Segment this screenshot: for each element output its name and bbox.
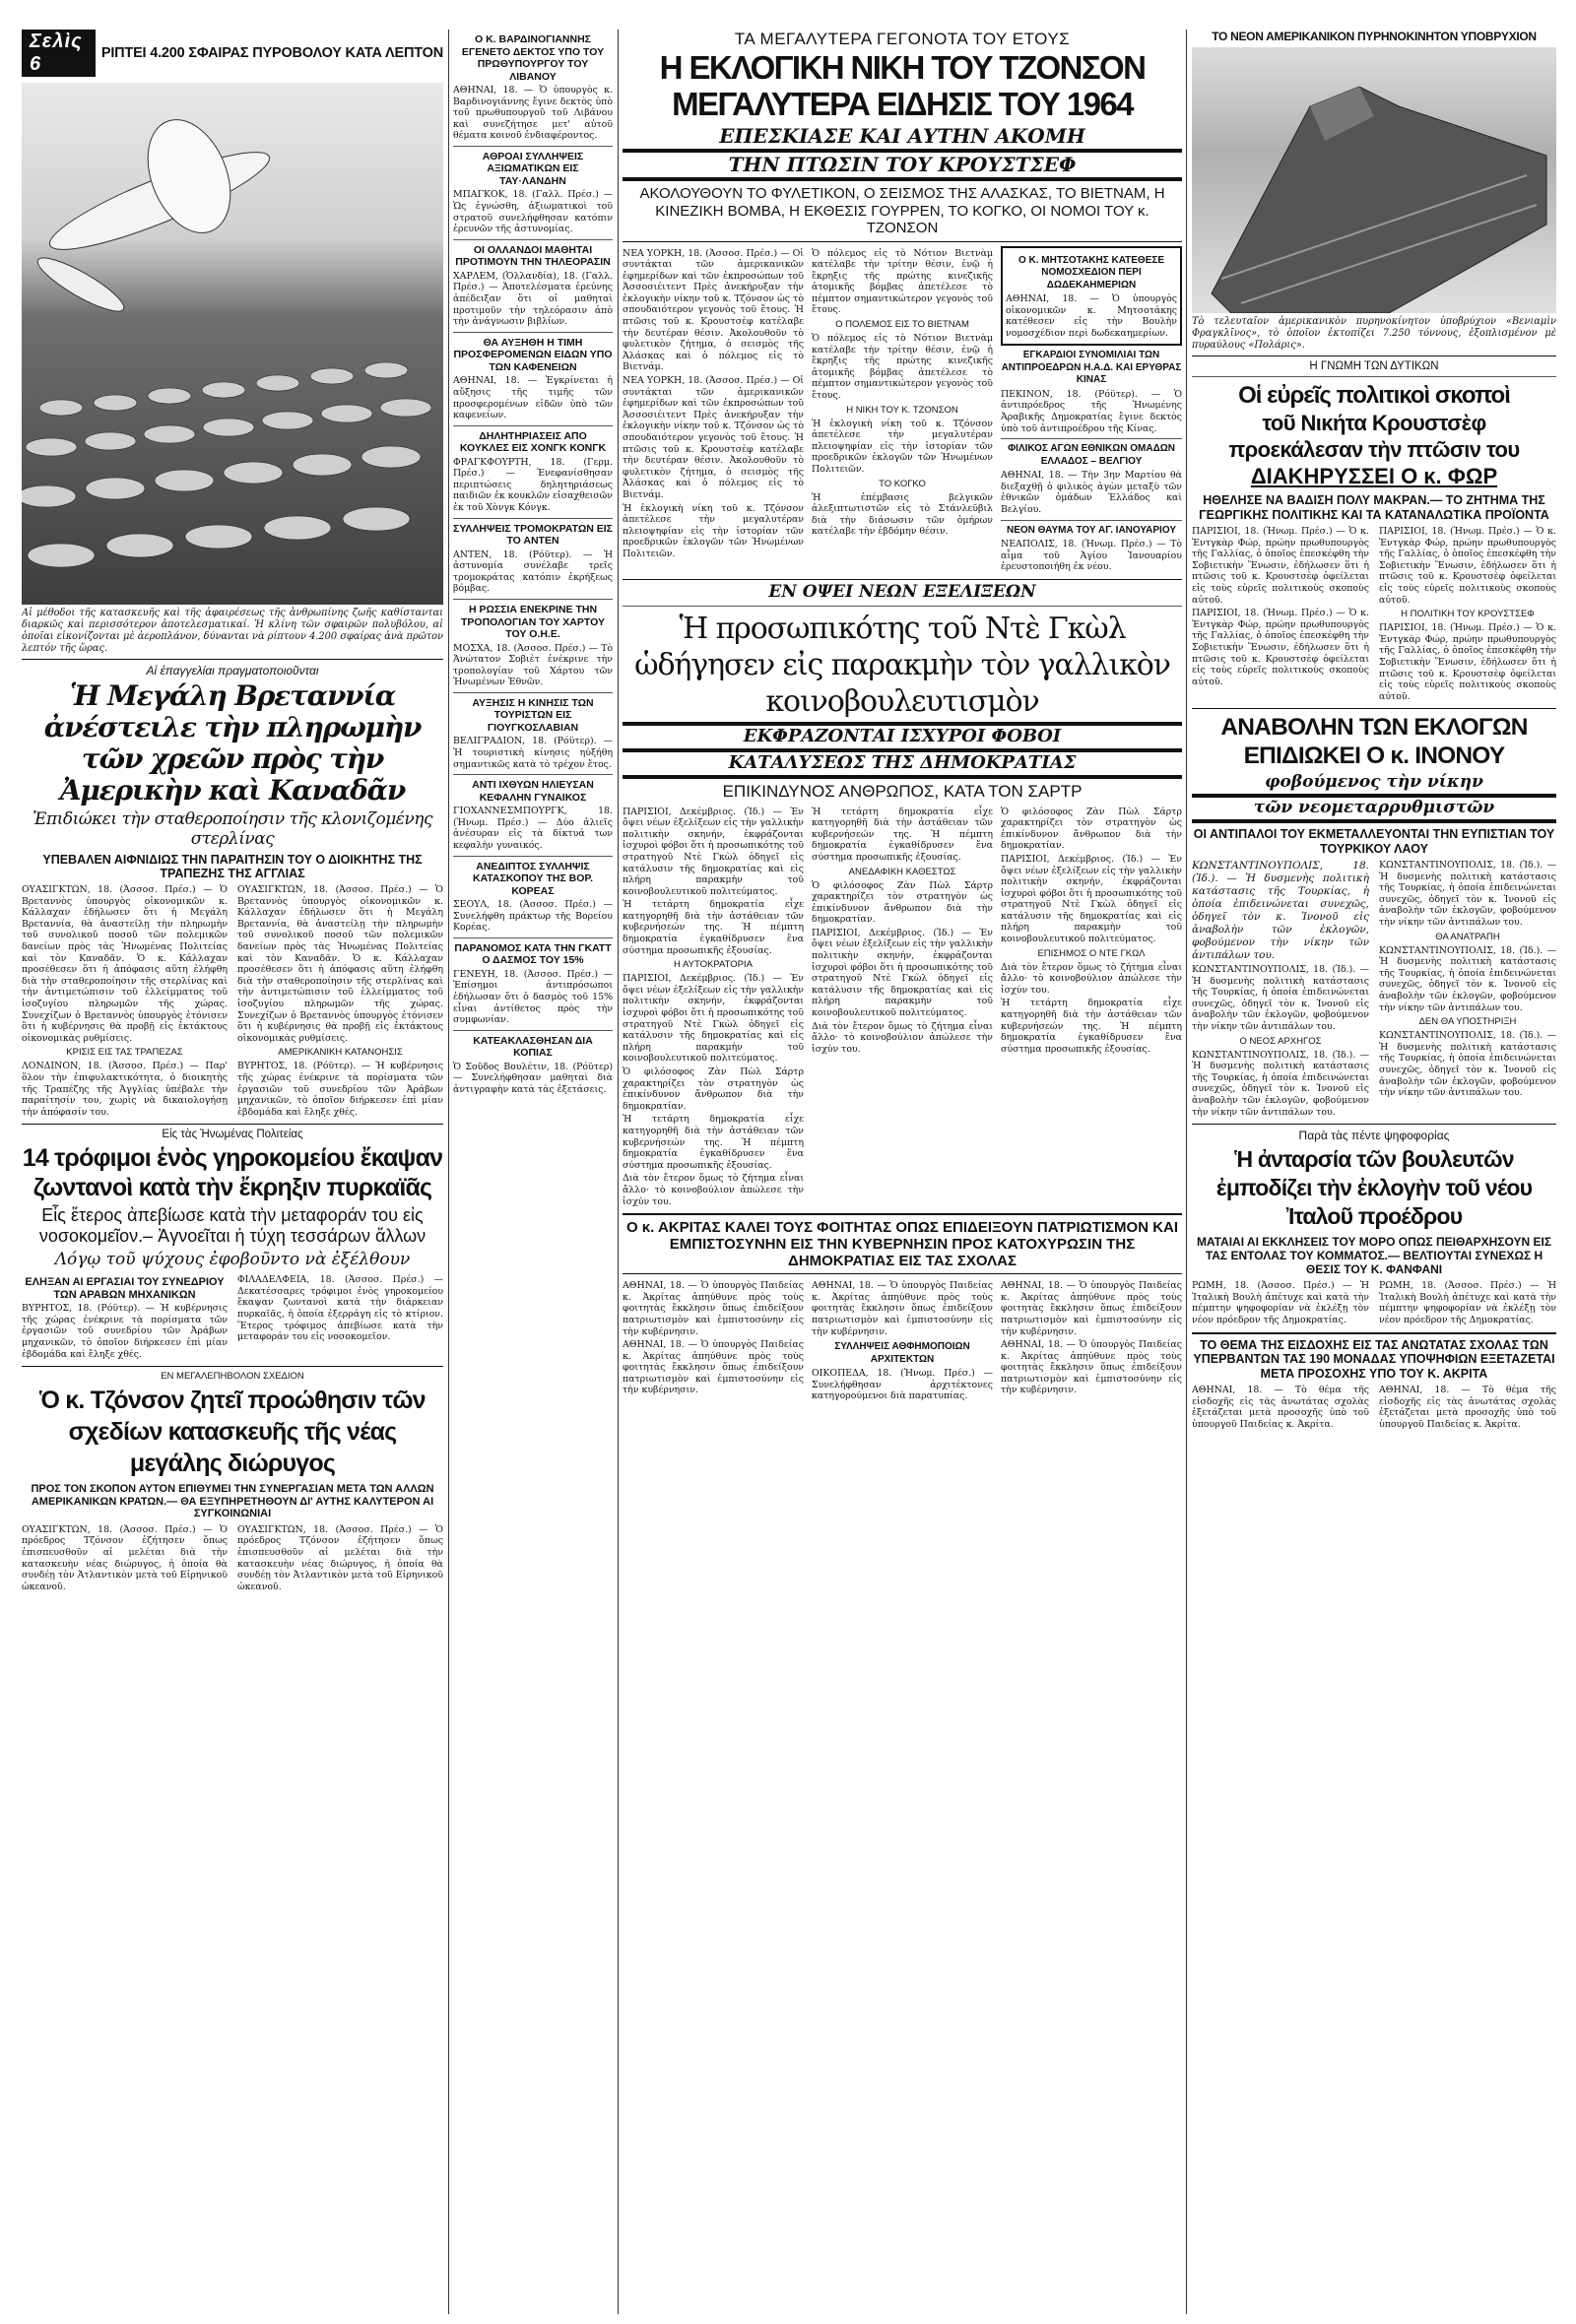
article-kicker: ΕΝ ΟΨΕΙ ΝΕΩΝ ΕΞΕΛΙΞΕΩΝ [768, 581, 1036, 602]
photo-caption: Αἱ μέθοδοι τῆς κατασκευῆς καὶ τῆς ἀφαιρέσεως τῆς ἀνθρωπίνης ζωῆς καθίστανται διαρκῶς καὶ περισσότερον ἀποτελεσματικαί. Ἡ κλίνη τῶν σφαιρῶν πολυβόλου, αἱ ὁποῖαι εἰκονίζονται μὲ ἀεροπλάνον, δύνανται νὰ ρίπτουν 4.200 σφαίρας ἀνὰ πρῶτον λεπτόν τῆς ὥρας. [22, 608, 443, 654]
article-headline: ΤΟ ΘΕΜΑ ΤΗΣ ΕΙΣΔΟΧΗΣ ΕΙΣ ΤΑΣ ΑΝΩΤΑΤΑΣ ΣΧΟΛΑΣ ΤΩΝ ΥΠΕΡΒΑΝΤΩΝ ΤΑΣ 190 ΜΟΝΑΔΑΣ ΥΠΟΨΗΦΙΩΝ ΕΞΕΤΑΖΕΤΑΙ ΜΕΤΑ ΠΡΟΣΟΧΗΣ ΥΠΟ ΤΟΥ Κ. ΑΚΡΙΤΑ [1193, 1337, 1555, 1381]
article-headline: Ὁ κ. Τζόνσον ζητεῖ προώθησιν τῶν σχεδίων κατασκευῆς τῆς νέας μεγάλης διώρυγος [39, 1387, 426, 1478]
article-body: ΑΘΗΝΑΙ, 18. — Τὸ θέμα τῆς εἰσδοχῆς εἰς τὰς ἀνωτάτας σχολὰς ἐξετάζεται μετὰ προσοχῆς ὑπὸ τοῦ ὑπουργοῦ Παιδείας κ. Ἀκρίτα. [1192, 1385, 1369, 1430]
column-divider [1186, 30, 1187, 2314]
article-headline: Η ΡΩΣΣΙΑ ΕΝΕΚΡΙΝΕ ΤΗΝ ΤΡΟΠΟΛΟΓΙΑΝ ΤΟΥ ΧΑΡΤΟΥ ΤΟΥ Ο.Η.Ε. [461, 604, 605, 641]
article-headline: ΦΙΛΙΚΟΣ ΑΓΩΝ ΕΘΝΙΚΩΝ ΟΜΑΔΩΝ ΕΛΛΑΔΟΣ – ΒΕΛΓΙΟΥ [1007, 443, 1176, 467]
article-body: ΝΕΑ ΥΟΡΚΗ, 18. (Ἀσσοσ. Πρέσ.) — Οἱ συντάκται τῶν ἀμερικανικῶν ἐφημερίδων καὶ τῶν ἐκπροσώπων τοῦ Ἀσσοσιέιτεντ Πρὲς ἀνεκήρυξαν τὴν ἐκλογικὴν νίκην τοῦ κ. Τζόνσον ὡς τὸ σπουδαιότερον γεγονὸς τοῦ ἔτους. Ἡ πτῶσις τοῦ κ. Κρουστσὲφ κατέλαβε τὴν δευτέραν θέσιν. Ἀκολουθοῦν τὸ φυλετικὸν ζήτημα, ὁ σεισμὸς τῆς Ἀλάσκας καὶ ὁ πόλεμος εἰς τὸ Βιετνάμ. [623, 375, 804, 500]
article-body: ΝΕΑ ΥΟΡΚΗ, 18. (Ἀσσοσ. Πρέσ.) — Οἱ συντάκται τῶν ἀμερικανικῶν ἐφημερίδων καὶ τῶν ἐκπροσώπων τοῦ Ἀσσοσιέιτεντ Πρὲς ἀνεκήρυξαν τὴν ἐκλογικὴν νίκην τοῦ κ. Τζόνσον ὡς τὸ σπουδαιότερον γεγονὸς τοῦ ἔτους. Ἡ πτῶσις τοῦ κ. Κρουστσὲφ κατέλαβε τὴν δευτέραν θέσιν. Ἀκολουθοῦν τὸ φυλετικὸν ζήτημα, ὁ σεισμὸς τῆς Ἀλάσκας καὶ ὁ πόλεμος εἰς τὸ Βιετνάμ. [623, 247, 804, 373]
article-body: ΚΩΝΣΤΑΝΤΙΝΟΥΠΟΛΙΣ, 18. (Ἰδ.). — Ἡ δυσμενὴς πολιτικὴ κατάστασις τῆς Τουρκίας, ἡ ὁποία ἐπιδεινώνεται συνεχῶς, ὁδηγεῖ τὸν κ. Ἰνονοῦ εἰς ἀναβολὴν τῶν ἐκλογῶν, φοβούμενον τὴν νίκην τῶν ἀντιπάλων του. [1192, 1049, 1369, 1118]
article-body: ΚΩΝΣΤΑΝΤΙΝΟΥΠΟΛΙΣ, 18. (Ἰδ.). — Ἡ δυσμενὴς πολιτικὴ κατάστασις τῆς Τουρκίας, ἡ ὁποία ἐπιδεινώνεται συνεχῶς, ὁδηγεῖ τὸν κ. Ἰνονοῦ εἰς ἀναβολὴν τῶν ἐκλογῶν, φοβούμενον τὴν νίκην τῶν ἀντιπάλων του. [1379, 1030, 1556, 1099]
page-number-label: Σελὶς 6 [22, 30, 96, 77]
article-kicker: Εἰς τὰς Ἡνωμένας Πολιτείας [162, 1129, 303, 1141]
article-body: ΜΠΑΓΚΟΚ, 18. (Γαλλ. Πρέσ.) — Ὡς ἐγνώσθη, ἀξιωματικοὶ τοῦ στρατοῦ συνελήφθησαν κατόπιν ἐρευνῶν τῆς ἀστυνομίας. [453, 189, 613, 235]
article-headline: ΟΙ ΟΛΛΑΝΔΟΙ ΜΑΘΗΤΑΙ ΠΡΟΤΙΜΟΥΝ ΤΗΝ ΤΗΛΕΟΡΑΣΙΝ [455, 243, 611, 269]
article-deck: ΥΠΕΒΑΛΕΝ ΑΙΦΝΙΔΙΩΣ ΤΗΝ ΠΑΡΑΙΤΗΣΙΝ ΤΟΥ Ο ΔΙΟΙΚΗΤΗΣ ΤΗΣ ΤΡΑΠΕΖΗΣ ΤΗΣ ΑΓΓΛΙΑΣ [42, 853, 423, 880]
main-subheadline: ΤΗΝ ΠΤΩΣΙΝ ΤΟΥ ΚΡΟΥΣΤΣΕΦ [728, 153, 1077, 176]
article-body: ΛΟΝΔΙΝΟΝ, 18. (Ἀσσοσ. Πρέσ.) — Παρ' ὅλον τὴν ἐπιφυλακτικότητα, ὁ διοικητὴς τῆς Τραπέζης τῆς Ἀγγλίας ὑπέβαλε τὴν παραίτησίν του, χωρὶς νὰ δικαιολογήσῃ τὴν ἀπόφασίν του. [22, 1061, 228, 1118]
article-body: ΒΥΡΗΤΟΣ, 18. (Ρόϋτερ). — Ἡ κυβέρνησις τῆς χώρας ἐνέκρινε τὰ πορίσματα τῶν ἐργασιῶν τοῦ συνεδρίου τῶν Ἀράβων μηχανικῶν, τὸ ὁποῖον διήρκεσεν ἐπὶ μίαν ἑβδομάδα καὶ ἔληξε χθές. [22, 1303, 228, 1360]
column-divider [618, 30, 619, 2314]
article-kicker: Η ΓΝΩΜΗ ΤΩΝ ΔΥΤΙΚΩΝ [1309, 360, 1439, 372]
article-body: ΠΑΡΙΣΙΟΙ, 18. (Ἡνωμ. Πρέσ.) — Ὁ κ. Ἐντγκὰρ Φώρ, πρώην πρωθυπουργὸς τῆς Γαλλίας, ὁ ὁποῖος ἐπεσκέφθη τὴν Σοβιετικὴν Ἕνωσιν, ἐδήλωσεν ὅτι ἡ πτῶσις τοῦ κ. Κρουστσὲφ ὀφείλεται εἰς τοὺς εὐρεῖς πολιτικοὺς σκοποὺς αὐτοῦ. [1192, 526, 1369, 606]
article-body: ΓΕΝΕΥΗ, 18. (Ἀσσοσ. Πρέσ.) — Ἐπίσημοι ἀντιπρόσωποι ἐδήλωσαν ὅτι ὁ δασμὸς τοῦ 15% εἶναι ἀντίθετος πρὸς τὴν συμφωνίαν. [453, 968, 613, 1026]
article-body: ΠΕΚΙΝΟΝ, 18. (Ρόϋτερ). — Ὁ ἀντιπρόεδρος τῆς Ἡνωμένης Ἀραβικῆς Δημοκρατίας ἔγινε δεκτὸς ὑπὸ τοῦ ἀντιπροέδρου τῆς Κίνας. [1001, 388, 1182, 434]
article-body: ΠΑΡΙΣΙΟΙ, Δεκέμβριος. (Ἰδ.) — Ἐν ὄψει νέων ἐξελίξεων εἰς τὴν γαλλικὴν πολιτικὴν σκηνήν, ἐκφράζονται ἰσχυροὶ φόβοι ὅτι ἡ προσωπικότης τοῦ στρατηγοῦ Ντὲ Γκὼλ ὁδηγεῖ εἰς κατάλυσιν τῆς δημοκρατίας καὶ εἰς πλήρη παρακμὴν τοῦ κοινοβουλευτικοῦ πολιτεύματος. [1001, 853, 1182, 945]
article-headline: ΔΙΑΚΗΡΥΣΣΕΙ Ο κ. ΦΩΡ [1250, 464, 1498, 488]
section-label: ΕΠΙΣΗΜΟΣ Ο ΝΤΕ ΓΚΩΛ [1037, 947, 1146, 959]
article-body: Ὁ φιλόσοφος Ζὰν Πὼλ Σάρτρ χαρακτηρίζει τὸν στρατηγὸν ὡς ἐπικίνδυνον ἄνθρωπον διὰ τὴν δημοκρατίαν. [1001, 806, 1182, 852]
section-label: Η ΝΙΚΗ ΤΟΥ Κ. ΤΖΟΝΣΟΝ [846, 404, 958, 416]
article-body: ΑΘΗΝΑΙ, 18. — Ὁ ὑπουργὸς οἰκονομικῶν κ. Μητσοτάκης κατέθεσεν εἰς τὴν Βουλὴν νομοσχέδιον περὶ δωδεκαημερίων. [1006, 293, 1177, 339]
article-kicker: Παρὰ τὰς πέντε ψηφοφορίας [1298, 1129, 1450, 1143]
article-body: ΑΘΗΝΑΙ, 18. — Ἐγκρίνεται ἡ αὔξησις τῆς τιμῆς τῶν προσφερομένων εἰδῶν ὑπὸ τῶν καφενείων. [453, 375, 613, 421]
article-headline: προεκάλεσαν τὴν πτῶσιν του [1228, 437, 1520, 462]
article-body: Ὁ Σοῦδος Βουλέτιν, 18. (Ρόϋτερ) — Συνελήφθησαν μαθηταὶ διὰ ἀντιγραφὴν κατὰ τὰς ἐξετάσεις. [453, 1061, 613, 1095]
article-body: ΧΑΡΛΕΜ, (Ὁλλανδία), 18. (Γαλλ. Πρέσ.) — Ἀποτελέσματα ἐρεύνης ἀπέδειξαν ὅτι οἱ μαθηταὶ προτιμοῦν τὴν τηλεόρασιν ἀπὸ τὴν ἀνάγνωσιν βιβλίων. [453, 270, 613, 328]
article-headline: ΑΝΑΒΟΛΗΝ ΤΩΝ ΕΚΛΟΓΩΝ [1220, 714, 1528, 742]
article-body: Ὁ πόλεμος εἰς τὸ Νότιον Βιετνὰμ κατέλαβε τὴν τρίτην θέσιν, ἐνῷ ἡ ἔκρηξις τῆς πρώτης κινεζικῆς ἀτομικῆς βόμβας ἀπετέλεσε τὸ πέμπτον σημαντικώτερον γεγονὸς τοῦ ἔτους. [812, 247, 993, 316]
article-body: ΠΑΡΙΣΙΟΙ, 18. (Ἡνωμ. Πρέσ.) — Ὁ κ. Ἐντγκὰρ Φώρ, πρώην πρωθυπουργὸς τῆς Γαλλίας, ὁ ὁποῖος ἐπεσκέφθη τὴν Σοβιετικὴν Ἕνωσιν, ἐδήλωσεν ὅτι ἡ πτῶσις τοῦ κ. Κρουστσὲφ ὀφείλεται εἰς τοὺς εὐρεῖς πολιτικοὺς σκοποὺς αὐτοῦ. [1379, 622, 1556, 702]
section-label: ΔΕΝ ΘΑ ΥΠΟΣΤΗΡΙΞΗ [1418, 1016, 1517, 1028]
article-body: ΟΥΑΣΙΓΚΤΩΝ, 18. (Ἀσσοσ. Πρέσ.) — Ὁ πρόεδρος Τζόνσον ἐζήτησεν ὅπως ἐπισπευσθοῦν αἱ μελέται διὰ τὴν κατασκευὴν νέας διώρυγος, ἡ ὁποία θὰ συνδέῃ τὸν Ἀτλαντικὸν μετὰ τοῦ Εἰρηνικοῦ ὠκεανοῦ. [22, 1523, 228, 1592]
article-body: Ἡ τετάρτη δημοκρατία εἶχε κατηγορηθῆ διὰ τὴν ἀστάθειαν τῶν κυβερνήσεών της. Ἡ πέμπτη δημοκρατία ἐγκαθίδρυσεν ἕνα σύστημα προσωπικῆς ἐξουσίας. [1001, 998, 1182, 1055]
article-body: ΟΥΑΣΙΓΚΤΩΝ, 18. (Ἀσσοσ. Πρέσ.) — Ὁ πρόεδρος Τζόνσον ἐζήτησεν ὅπως ἐπισπευσθοῦν αἱ μελέται διὰ τὴν κατασκευὴν νέας διώρυγος, ἡ ὁποία θὰ συνδέῃ τὸν Ἀτλαντικὸν μετὰ τοῦ Εἰρηνικοῦ ὠκεανοῦ. [237, 1523, 443, 1592]
section-label: Ο ΝΕΟΣ ΑΡΧΗΓΟΣ [1239, 1035, 1322, 1047]
section-label: ΚΡΙΣΙΣ ΕΙΣ ΤΑΣ ΤΡΑΠΕΖΑΣ [66, 1047, 183, 1059]
section-label: ΤΟ ΚΟΓΚΟ [879, 478, 926, 489]
article-body: Ἡ ἐκλογικὴ νίκη τοῦ κ. Τζόνσον ἀπετέλεσε τὴν μεγαλυτέραν πλειοψηφίαν εἰς τὴν ἱστορίαν τῶν προεδρικῶν ἐκλογῶν τῶν Ἡνωμένων Πολιτειῶν. [812, 418, 993, 475]
article-body: ΦΙΛΑΔΕΛΦΕΙΑ, 18. (Ἀσσοσ. Πρέσ.) — Δεκατέσσαρες τρόφιμοι ἐνὸς γηροκομείου ἔκαψαν ζωντανοὶ κατὰ τὴν διάρκειαν πυρκαϊᾶς, ἡ ὁποία ἐξερράγη εἰς τὸ κτίριον. Ἕτερος τρόφιμος ἀπεβίωσε κατὰ τὴν μεταφοράν του εἰς νοσοκομεῖον. [237, 1274, 443, 1343]
main-deck: ΑΚΟΛΟΥΘΟΥΝ ΤΟ ΦΥΛΕΤΙΚΟΝ, Ο ΣΕΙΣΜΟΣ ΤΗΣ ΑΛΑΣΚΑΣ, ΤΟ ΒΙΕΤΝΑΜ, Η ΚΙΝΕΖΙΚΗ ΒΟΜΒΑ, Η ΕΚΘΕΣΙΣ ΓΟΥΡΡΕΝ, ΤΟ ΚΟΓΚΟ, ΟΙ ΝΟΜΟΙ ΤΟΥ κ. ΤΖΟΝΣΟΝ [639, 185, 1165, 236]
article-subheadline: Λόγῳ τοῦ ψύχους ἐφοβοῦντο νὰ ἐξέλθουν [54, 1250, 411, 1270]
article-body: ΣΕΟΥΛ, 18. (Ἀσσοσ. Πρέσ.) — Συνελήφθη πράκτωρ τῆς Βορείου Κορέας. [453, 899, 613, 934]
article-body: ΜΟΣΧΑ, 18. (Ἀσσοσ. Πρέσ.) — Τὸ Ἀνώτατον Σοβιὲτ ἐνέκρινε τὴν τροπολογίαν τοῦ Χάρτου τῶν Ἡνωμένων Ἐθνῶν. [453, 642, 613, 688]
article-headline: Ο κ. ΑΚΡΙΤΑΣ ΚΑΛΕΙ ΤΟΥΣ ΦΟΙΤΗΤΑΣ ΟΠΩΣ ΕΠΙΔΕΙΞΟΥΝ ΠΑΤΡΙΩΤΙΣΜΟΝ ΚΑΙ ΕΜΠΙΣΤΟΣΥΝΗΝ ΕΙΣ ΤΗΝ ΚΥΒΕΡΝΗΣΙΝ ΠΡΟΣ ΚΑΤΟΧΥΡΩΣΙΝ ΤΗΣ ΔΗΜΟΚΡΑΤΙΑΣ ΕΙΣ ΤΑΣ ΣΧΟΛΑΣ [625, 1219, 1179, 1270]
machine-gun-photo [22, 83, 443, 605]
article-body: ΑΘΗΝΑΙ, 18. — Ὁ ὑπουργὸς Παιδείας κ. Ἀκρίτας ἀπηύθυνε πρὸς τοὺς φοιτητὰς ἔκκλησιν ὅπως ἐπιδείξουν πατριωτισμὸν καὶ ἐμπιστοσύνην εἰς τὴν κυβέρνησιν. [623, 1280, 804, 1337]
article-body: ΚΩΝΣΤΑΝΤΙΝΟΥΠΟΛΙΣ, 18. (Ἰδ.). — Ἡ δυσμενὴς πολιτικὴ κατάστασις τῆς Τουρκίας, ἡ ὁποία ἐπιδεινώνεται συνεχῶς, ὁδηγεῖ τὸν κ. Ἰνονοῦ εἰς ἀναβολὴν τῶν ἐκλογῶν, φοβούμενον τὴν νίκην τῶν ἀντιπάλων του. [1192, 964, 1369, 1032]
photo-caption: Τὸ τελευταῖον ἀμερικανικὸν πυρηνοκίνητον ὑποβρύχιον «Βενιαμὶν Φραγκλῖνος», τὸ ὁποῖον ἐκτοπίζει 7.250 τόννους, ἐξοπλισμένον μὲ πυραύλους «Πολάρις». [1192, 316, 1556, 351]
article-deck: ΟΙ ΑΝΤΙΠΑΛΟΙ ΤΟΥ ΕΚΜΕΤΑΛΛΕΥΟΝΤΑΙ ΤΗΝ ΕΥΠΙΣΤΙΑΝ ΤΟΥ ΤΟΥΡΚΙΚΟΥ ΛΑΟΥ [1193, 827, 1555, 856]
article-headline: ΔΗΛΗΤΗΡΙΑΣΕΙΣ ΑΠΟ ΚΟΥΚΛΕΣ ΕΙΣ ΧΟΝΓΚ ΚΟΝΓΚ [459, 429, 607, 455]
main-headline-line1: Η ΕΚΛΟΓΙΚΗ ΝΙΚΗ ΤΟΥ ΤΖΟΝΣΟΝ [659, 49, 1146, 86]
article-headline: Ἡ Μεγάλη Βρεταννία ἀνέστειλε τὴν πληρωμὴν τῶν χρεῶν πρὸς τὴν Ἀμερικὴν καὶ Καναδᾶν [43, 679, 422, 807]
article-body: ΚΩΝΣΤΑΝΤΙΝΟΥΠΟΛΙΣ, 18. (Ἰδ.). — Ἡ δυσμενὴς πολιτικὴ κατάστασις τῆς Τουρκίας, ἡ ὁποία ἐπιδεινώνεται συνεχῶς, ὁδηγεῖ τὸν κ. Ἰνονοῦ εἰς ἀναβολὴν τῶν ἐκλογῶν, φοβούμενον τὴν νίκην τῶν ἀντιπάλων του. [1379, 944, 1556, 1013]
article-headline: Οἱ εὐρεῖς πολιτικοὶ σκοποὶ [1238, 382, 1510, 409]
article-body: ΑΝΤΕΝ, 18. (Ρόϋτερ). — Ἡ ἀστυνομία συνέλαβε τρεῖς τρομοκράτας κατόπιν ἐκρήξεως βόμβας. [453, 549, 613, 595]
main-kicker: ΤΑ ΜΕΓΑΛΥΤΕΡΑ ΓΕΓΟΝΟΤΑ ΤΟΥ ΕΤΟΥΣ [734, 30, 1071, 48]
article-subheadline: φοβούμενος τὴν νίκην [1265, 772, 1483, 793]
article-body: ΚΩΝΣΤΑΝΤΙΝΟΥΠΟΛΙΣ, 18. (Ἰδ.). — Ἡ δυσμενὴς πολιτικὴ κατάστασις τῆς Τουρκίας, ἡ ὁποία ἐπιδεινώνεται συνεχῶς, ὁδηγεῖ τὸν κ. Ἰνονοῦ εἰς ἀναβολὴν τῶν ἐκλογῶν, φοβούμενον τὴν νίκην τῶν ἀντιπάλων του. [1192, 860, 1369, 961]
article-headline: ΣΥΛΛΗΨΕΙΣ ΑΘΦΗΜΟΠΟΙΩΝ ΑΡΧΙΤΕΚΤΩΝ [834, 1341, 970, 1365]
article-deck: ΠΡΟΣ ΤΟΝ ΣΚΟΠΟΝ ΑΥΤΟΝ ΕΠΙΘΥΜΕΙ ΤΗΝ ΣΥΝΕΡΓΑΣΙΑΝ ΜΕΤΑ ΤΩΝ ΑΛΛΩΝ ΑΜΕΡΙΚΑΝΙΚΩΝ ΚΡΑΤΩΝ.— ΘΑ ΕΞΥΠΗΡΕΤΗΘΟΥΝ ΔΙ' ΑΥΤΗΣ ΚΑΛΥΤΕΡΟΝ ΑΙ ΣΥΓΚΟΙΝΩΝΙΑΙ [31, 1483, 434, 1520]
column-2 [453, 30, 613, 1098]
photo-kicker: ΤΟ ΝΕΟΝ ΑΜΕΡΙΚΑΝΙΚΟΝ ΠΥΡΗΝΟΚΙΝΗΤΟΝ ΥΠΟΒΡΥΧΙΟΝ [1212, 30, 1537, 43]
article-body: Ἡ τετάρτη δημοκρατία εἶχε κατηγορηθῆ διὰ τὴν ἀστάθειαν τῶν κυβερνήσεών της. Ἡ πέμπτη δημοκρατία ἐγκαθίδρυσεν ἕνα σύστημα προσωπικῆς ἐξουσίας. [623, 1114, 804, 1171]
article-body: Ὁ φιλόσοφος Ζὰν Πὼλ Σάρτρ χαρακτηρίζει τὸν στρατηγὸν ὡς ἐπικίνδυνον ἄνθρωπον διὰ τὴν δημοκρατίαν. [812, 879, 993, 926]
article-body: ΑΘΗΝΑΙ, 18. — Ὁ ὑπουργὸς Παιδείας κ. Ἀκρίτας ἀπηύθυνε πρὸς τοὺς φοιτητὰς ἔκκλησιν ὅπως ἐπιδείξουν πατριωτισμὸν καὶ ἐμπιστοσύνην εἰς τὴν κυβέρνησιν. [1001, 1339, 1182, 1396]
article-body: ΑΘΗΝΑΙ, 18. — Ὁ ὑπουργὸς κ. Βαρδινογιάννης ἔγινε δεκτὸς ὑπὸ τοῦ πρωθυπουργοῦ τοῦ Λιβάνου καὶ συνεζήτησε μετ' αὐτοῦ θέματα κοινοῦ ἐνδιαφέροντος. [453, 85, 613, 142]
article-body: ΠΑΡΙΣΙΟΙ, Δεκέμβριος. (Ἰδ.) — Ἐν ὄψει νέων ἐξελίξεων εἰς τὴν γαλλικὴν πολιτικὴν σκηνήν, ἐκφράζονται ἰσχυροὶ φόβοι ὅτι ἡ προσωπικότης τοῦ στρατηγοῦ Ντὲ Γκὼλ ὁδηγεῖ εἰς κατάλυσιν τῆς δημοκρατίας καὶ εἰς πλήρη παρακμὴν τοῦ κοινοβουλευτικοῦ πολιτεύματος. [623, 973, 804, 1065]
column-3 [623, 30, 1182, 1404]
article-headline: Ο Κ. ΜΗΤΣΟΤΑΚΗΣ ΚΑΤΕΘΕΣΕ ΝΟΜΟΣΧΕΔΙΟΝ ΠΕΡΙ ΔΩΔΕΚΑΗΜΕΡΙΩΝ [1018, 254, 1165, 290]
article-body: Ὁ φιλόσοφος Ζὰν Πὼλ Σάρτρ χαρακτηρίζει τὸν στρατηγὸν ὡς ἐπικίνδυνον ἄνθρωπον διὰ τὴν δημοκρατίαν. [623, 1066, 804, 1112]
article-deck: ΜΑΤΑΙΑΙ ΑΙ ΕΚΚΛΗΣΕΙΣ ΤΟΥ ΜΟΡΟ ΟΠΩΣ ΠΕΙΘΑΡΧΗΣΟΥΝ ΕΙΣ ΤΑΣ ΕΝΤΟΛΑΣ ΤΟΥ ΚΟΜΜΑΤΟΣ.— ΒΕΛΤΙΟΥΤΑΙ ΣΥΝΕΧΩΣ Η ΘΕΣΙΣ ΤΟΥ Κ. ΦΑΝΦΑΝΙ [1196, 1235, 1552, 1277]
column-1 [22, 30, 443, 1594]
article-deck: ΗΘΕΛΗΣΕ ΝΑ ΒΑΔΙΣΗ ΠΟΛΥ ΜΑΚΡΑΝ.— ΤΟ ΖΗΤΗΜΑ ΤΗΣ ΓΕΩΡΓΙΚΗΣ ΠΟΛΙΤΙΚΗΣ ΚΑΙ ΤΑ ΚΑΤΑΝΑΛΩΤΙΚΑ ΠΡΟΪΟΝΤΑ [1199, 493, 1549, 522]
article-body: ΑΘΗΝΑΙ, 18. — Ὁ ὑπουργὸς Παιδείας κ. Ἀκρίτας ἀπηύθυνε πρὸς τοὺς φοιτητὰς ἔκκλησιν ὅπως ἐπιδείξουν πατριωτισμὸν καὶ ἐμπιστοσύνην εἰς τὴν κυβέρνησιν. [812, 1280, 993, 1337]
article-body: ΠΑΡΙΣΙΟΙ, Δεκέμβριος. (Ἰδ.) — Ἐν ὄψει νέων ἐξελίξεων εἰς τὴν γαλλικὴν πολιτικὴν σκηνήν, ἐκφράζονται ἰσχυροὶ φόβοι ὅτι ἡ προσωπικότης τοῦ στρατηγοῦ Ντὲ Γκὼλ ὁδηγεῖ εἰς κατάλυσιν τῆς δημοκρατίας καὶ εἰς πλήρη παρακμὴν τοῦ κοινοβουλευτικοῦ πολιτεύματος. [812, 927, 993, 1019]
article-headline: ΚΑΤΕΑΚΛΑΣΘΗΣΑΝ ΔΙΑ ΚΟΠΙΑΣ [473, 1034, 593, 1060]
article-headline: ΕΠΙΔΙΩΚΕΙ Ο κ. ΙΝΟΝΟΥ [1243, 742, 1505, 770]
article-body: ΒΥΡΗΤΟΣ, 18. (Ρόϋτερ). — Ἡ κυβέρνησις τῆς χώρας ἐνέκρινε τὰ πορίσματα τῶν ἐργασιῶν τοῦ συνεδρίου τῶν Ἀράβων μηχανικῶν, τὸ ὁποῖον διήρκεσεν ἐπὶ μίαν ἑβδομάδα καὶ ἔληξε χθές. [237, 1061, 443, 1118]
article-deck: ΕΠΙΚΙΝΔΥΝΟΣ ΑΝΘΡΩΠΟΣ, ΚΑΤΑ ΤΟΝ ΣΑΡΤΡ [722, 781, 1083, 801]
article-body: Ἡ ἐκλογικὴ νίκη τοῦ κ. Τζόνσον ἀπετέλεσε τὴν μεγαλυτέραν πλειοψηφίαν εἰς τὴν ἱστορίαν τῶν προεδρικῶν ἐκλογῶν τῶν Ἡνωμένων Πολιτειῶν. [623, 502, 804, 559]
column-4 [1192, 30, 1556, 1432]
article-body: ΒΕΛΙΓΡΑΔΙΟΝ, 18. (Ρόϋτερ). — Ἡ τουριστικὴ κίνησις ηὐξήθη σημαντικῶς κατὰ τὸ τρέχον ἔτος. [453, 736, 613, 770]
article-body: ΑΘΗΝΑΙ, 18. — Τὴν 3ην Μαρτίου θὰ διεξαχθῇ ὁ φιλικὸς ἀγὼν μεταξὺ τῶν ἐθνικῶν ὁμάδων Ἑλλάδος καὶ Βελγίου. [1001, 470, 1182, 516]
photo-kicker: ΡΙΠΤΕΙ 4.200 ΣΦΑΙΡΑΣ ΠΥΡΟΒΟΛΟΥ ΚΑΤΑ ΛΕΠΤΟΝ [100, 45, 443, 61]
article-subheadline: ΚΑΤΑΛΥΣΕΩΣ ΤΗΣ ΔΗΜΟΚΡΑΤΙΑΣ [728, 751, 1077, 773]
article-headline: ΝΕΟΝ ΘΑΥΜΑ ΤΟΥ ΑΓ. ΙΑΝΟΥΑΡΙΟΥ [1006, 524, 1176, 536]
aircraft-icon [22, 83, 443, 605]
article-body: ΠΑΡΙΣΙΟΙ, Δεκέμβριος. (Ἰδ.) — Ἐν ὄψει νέων ἐξελίξεων εἰς τὴν γαλλικὴν πολιτικὴν σκηνήν, ἐκφράζονται ἰσχυροὶ φόβοι ὅτι ἡ προσωπικότης τοῦ στρατηγοῦ Ντὲ Γκὼλ ὁδηγεῖ εἰς κατάλυσιν τῆς δημοκρατίας καὶ εἰς πλήρη παρακμὴν τοῦ κοινοβουλευτικοῦ πολιτεύματος. [623, 806, 804, 897]
article-body: Ἡ τετάρτη δημοκρατία εἶχε κατηγορηθῆ διὰ τὴν ἀστάθειαν τῶν κυβερνήσεών της. Ἡ πέμπτη δημοκρατία ἐγκαθίδρυσεν ἕνα σύστημα προσωπικῆς ἐξουσίας. [623, 899, 804, 956]
section-label: ΑΜΕΡΙΚΑΝΙΚΗ ΚΑΤΑΝΟΗΣΙΣ [278, 1047, 403, 1059]
article-subheadline: ΕΚΦΡΑΖΟΝΤΑΙ ΙΣΧΥΡΟΙ ΦΟΒΟΙ [743, 725, 1062, 746]
column-divider [448, 30, 449, 2314]
main-headline-line2: ΜΕΓΑΛΥΤΕΡΑ ΕΙΔΗΣΙΣ ΤΟΥ 1964 [672, 86, 1133, 122]
article-headline: ΑΝΤΙ ΙΧΘΥΩΝ ΗΛΙΕΥΣΑΝ ΚΕΦΑΛΗΝ ΓΥΝΑΙΚΟΣ [472, 779, 594, 804]
article-headline: τοῦ Νικήτα Κρουστσὲφ [1262, 411, 1486, 435]
main-subheadline: ΕΠΕΣΚΙΑΣΕ ΚΑΙ ΑΥΤΗΝ ΑΚΟΜΗ [719, 124, 1085, 148]
section-label: Η ΑΥΤΟΚΡΑΤΟΡΙΑ [674, 959, 753, 971]
article-body: ΟΙΚΟΠΕΔΑ, 18. (Ἡνωμ. Πρέσ.) — Συνελήφθησαν ἀρχιτέκτονες κατηγορούμενοι διὰ παρατυπίας. [812, 1368, 993, 1402]
article-body: ΑΘΗΝΑΙ, 18. — Ὁ ὑπουργὸς Παιδείας κ. Ἀκρίτας ἀπηύθυνε πρὸς τοὺς φοιτητὰς ἔκκλησιν ὅπως ἐπιδείξουν πατριωτισμὸν καὶ ἐμπιστοσύνην εἰς τὴν κυβέρνησιν. [623, 1339, 804, 1396]
article-body: ΦΡΑΓΚΦΟΥΡΤΗ, 18. (Γερμ. Πρέσ.) — Ἐνεφανίσθησαν περιπτώσεις δηλητηριάσεως παιδιῶν ἐκ κουκλῶν εἰσαχθεισῶν ἐκ τοῦ Χὸνγκ Κόνγκ. [453, 456, 613, 514]
article-kicker: Αἱ ἐπαγγελίαι πραγματοποιοῦνται [146, 664, 319, 678]
article-body: Ἡ τετάρτη δημοκρατία εἶχε κατηγορηθῆ διὰ τὴν ἀστάθειαν τῶν κυβερνήσεών της. Ἡ πέμπτη δημοκρατία ἐγκαθίδρυσεν ἕνα σύστημα προσωπικῆς ἐξουσίας. [812, 806, 993, 863]
article-body: ΝΕΑΠΟΛΙΣ, 18. (Ἡνωμ. Πρέσ.) — Τὸ αἷμα τοῦ Ἁγίου Ἰανουαρίου ἐρευστοποιήθη ἐκ νέου. [1001, 539, 1182, 573]
article-subheadline: Ἐπιδιώκει τὴν σταθεροποίησιν τῆς κλονιζομένης στερλίνας [33, 809, 432, 849]
article-headline: ΠΑΡΑΝΟΜΟΣ ΚΑΤΑ ΤΗΝ ΓΚΑΤΤ Ο ΔΑΣΜΟΣ ΤΟΥ 15% [454, 941, 612, 967]
section-label: ΑΝΕΔΑΦΙΚΗ ΚΑΘΕΣΤΩΣ [848, 866, 956, 877]
article-body: Ἡ ἐπέμβασις βελγικῶν ἀλεξιπτωτιστῶν εἰς τὸ Στάνλεϋβιλ διὰ τὴν διάσωσιν τῶν ὁμήρων κατέλαβε τὴν ἑβδόμην θέσιν. [812, 491, 993, 538]
article-headline: Ἡ ἀνταρσία τῶν βουλευτῶν ἐμποδίζει τὴν ἐκλογὴν τοῦ νέου Ἰταλοῦ προέδρου [1215, 1146, 1533, 1230]
article-headline: ΑΘΡΟΑΙ ΣΥΛΛΗΨΕΙΣ ΑΞΙΩΜΑΤΙΚΩΝ ΕΙΣ ΤΑΥ·ΛΑΝΔΗΝ [482, 150, 584, 187]
article-body: ΚΩΝΣΤΑΝΤΙΝΟΥΠΟΛΙΣ, 18. (Ἰδ.). — Ἡ δυσμενὴς πολιτικὴ κατάστασις τῆς Τουρκίας, ἡ ὁποία ἐπιδεινώνεται συνεχῶς, ὁδηγεῖ τὸν κ. Ἰνονοῦ εἰς ἀναβολὴν τῶν ἐκλογῶν, φοβούμενον τὴν νίκην τῶν ἀντιπάλων του. [1379, 860, 1556, 928]
article-headline: ΑΝΕΔΙΠΤΟΣ ΣΥΛΛΗΨΙΣ ΚΑΤΑΣΚΟΠΟΥ ΤΗΣ ΒΟΡ. ΚΟΡΕΑΣ [472, 860, 593, 897]
article-body: ΓΙΟΧΑΝΝΕΣΜΠΟΥΡΓΚ, 18. (Ἡνωμ. Πρέσ.) — Δύο ἁλιεῖς ἀνέσυραν εἰς τὰ δίκτυά των κεφαλὴν γυναικός. [453, 806, 613, 851]
article-body: Ὁ πόλεμος εἰς τὸ Νότιον Βιετνὰμ κατέλαβε τὴν τρίτην θέσιν, ἐνῷ ἡ ἔκρηξις τῆς πρώτης κινεζικῆς ἀτομικῆς βόμβας ἀπετέλεσε τὸ πέμπτον σημαντικώτερον γεγονὸς τοῦ ἔτους. [812, 333, 993, 402]
article-headline: Ο Κ. ΒΑΡΔΙΝΟΓΙΑΝΝΗΣ ΕΓΕΝΕΤΟ ΔΕΚΤΟΣ ΥΠΟ ΤΟΥ ΠΡΩΘΥΠΟΥΡΓΟΥ ΤΟΥ ΛΙΒΑΝΟΥ [461, 33, 605, 83]
article-headline: ΑΥΞΗΣΙΣ Η ΚΙΝΗΣΙΣ ΤΩΝ ΤΟΥΡΙΣΤΩΝ ΕΙΣ ΓΙΟΥΓΚΟΣΛΑΒΙΑΝ [472, 696, 594, 734]
article-body: Διὰ τὸν ἔτερον ὅμως τὸ ζήτημα εἶναι ἄλλο· τὸ κοινοβούλιον ἀπώλεσε τὴν ἰσχύν του. [812, 1020, 993, 1055]
article-kicker: ΕΝ ΜΕΓΑΛΕΠΗΒΟΛΟΝ ΣΧΕΔΙΟΝ [161, 1371, 304, 1383]
article-body: Διὰ τὸν ἔτερον ὅμως τὸ ζήτημα εἶναι ἄλλο· τὸ κοινοβούλιον ἀπώλεσε τὴν ἰσχύν του. [1001, 961, 1182, 996]
article-body: ΟΥΑΣΙΓΚΤΩΝ, 18. (Ἀσσοσ. Πρέσ.) — Ὁ Βρεταννὸς ὑπουργὸς οἰκονομικῶν κ. Κάλλαχαν ἐδήλωσεν ὅτι ἡ Μεγάλη Βρεταννία, θὰ ἀναστείλῃ τὴν πληρωμὴν τοῦ συνολικοῦ ποσοῦ τῶν πολεμικῶν δανείων πρὸς τὰς Ἡνωμένας Πολιτείας καὶ τὸν Καναδᾶν. Ὁ κ. Κάλλαχαν προσέθεσεν ὅτι ἡ ἀπόφασις αὕτη ἐλήφθη διὰ τὴν σταθεροποίησιν τῆς στερλίνας καὶ τὴν ἀντιμετώπισιν τοῦ ἐλλείμματος τοῦ ἰσοζυγίου πληρωμῶν τῆς χώρας. Συνεχίζων ὁ Βρεταννὸς ὑπουργὸς ἐτόνισεν ὅτι ἡ κυβέρνησις θὰ προβῇ εἰς ἐκτάκτους οἰκονομικὰς ρυθμίσεις. [237, 884, 443, 1044]
article-body: ΠΑΡΙΣΙΟΙ, 18. (Ἡνωμ. Πρέσ.) — Ὁ κ. Ἐντγκὰρ Φώρ, πρώην πρωθυπουργὸς τῆς Γαλλίας, ὁ ὁποῖος ἐπεσκέφθη τὴν Σοβιετικὴν Ἕνωσιν, ἐδήλωσεν ὅτι ἡ πτῶσις τοῦ κ. Κρουστσὲφ ὀφείλεται εἰς τοὺς εὐρεῖς πολιτικοὺς σκοποὺς αὐτοῦ. [1379, 526, 1556, 606]
article-body: ΡΩΜΗ, 18. (Ἀσσοσ. Πρέσ.) — Ἡ Ἰταλικὴ Βουλὴ ἀπέτυχε καὶ κατὰ τὴν πέμπτην ψηφοφορίαν νὰ ἐκλέξῃ τὸν νέον πρόεδρον τῆς Δημοκρατίας. [1192, 1280, 1369, 1325]
article-headline: Ἡ προσωπικότης τοῦ Ντὲ Γκὼλ ὡδήγησεν εἰς παρακμὴν τὸν γαλλικὸν κοινοβουλευτισμὸν [634, 611, 1170, 719]
section-label: Ο ΠΟΛΕΜΟΣ ΕΙΣ ΤΟ ΒΙΕΤΝΑΜ [835, 319, 969, 331]
article-body: ΑΘΗΝΑΙ, 18. — Τὸ θέμα τῆς εἰσδοχῆς εἰς τὰς ἀνωτάτας σχολὰς ἐξετάζεται μετὰ προσοχῆς ὑπὸ τοῦ ὑπουργοῦ Παιδείας κ. Ἀκρίτα. [1379, 1385, 1556, 1430]
article-headline: ΣΥΛΛΗΨΕΙΣ ΤΡΟΜΟΚΡΑΤΩΝ ΕΙΣ ΤΟ ΑΝΤΕΝ [453, 522, 613, 548]
submarine-photo [1192, 47, 1556, 313]
article-headline: 14 τρόφιμοι ἑνὸς γηροκομείου ἔκαψαν ζωντανοὶ κατὰ τὴν ἔκρηξιν πυρκαϊᾶς [22, 1144, 443, 1202]
article-body: ΠΑΡΙΣΙΟΙ, 18. (Ἡνωμ. Πρέσ.) — Ὁ κ. Ἐντγκὰρ Φώρ, πρώην πρωθυπουργὸς τῆς Γαλλίας, ὁ ὁποῖος ἐπεσκέφθη τὴν Σοβιετικὴν Ἕνωσιν, ἐδήλωσεν ὅτι ἡ πτῶσις τοῦ κ. Κρουστσὲφ ὀφείλεται εἰς τοὺς εὐρεῖς πολιτικοὺς σκοποὺς αὐτοῦ. [1192, 608, 1369, 687]
article-body: ΟΥΑΣΙΓΚΤΩΝ, 18. (Ἀσσοσ. Πρέσ.) — Ὁ Βρεταννὸς ὑπουργὸς οἰκονομικῶν κ. Κάλλαχαν ἐδήλωσεν ὅτι ἡ Μεγάλη Βρεταννία, θὰ ἀναστείλῃ τὴν πληρωμὴν τοῦ συνολικοῦ ποσοῦ τῶν πολεμικῶν δανείων πρὸς τὰς Ἡνωμένας Πολιτείας καὶ τὸν Καναδᾶν. Ὁ κ. Κάλλαχαν προσέθεσεν ὅτι ἡ ἀπόφασις αὕτη ἐλήφθη διὰ τὴν σταθεροποίησιν τῆς στερλίνας καὶ τὴν ἀντιμετώπισιν τοῦ ἐλλείμματος τοῦ ἰσοζυγίου πληρωμῶν τῆς χώρας. Συνεχίζων ὁ Βρεταννὸς ὑπουργὸς ἐτόνισεν ὅτι ἡ κυβέρνησις θὰ προβῇ εἰς ἐκτάκτους οἰκονομικὰς ρυθμίσεις. [22, 884, 228, 1044]
article-headline: ΘΑ ΑΥΞΗΘΗ Η ΤΙΜΗ ΠΡΟΣΦΕΡΟΜΕΝΩΝ ΕΙΔΩΝ ΥΠΟ ΤΩΝ ΚΑΦΕΝΕΙΩΝ [453, 336, 613, 373]
article-body: ΑΘΗΝΑΙ, 18. — Ὁ ὑπουργὸς Παιδείας κ. Ἀκρίτας ἀπηύθυνε πρὸς τοὺς φοιτητὰς ἔκκλησιν ὅπως ἐπιδείξουν πατριωτισμὸν καὶ ἐμπιστοσύνην εἰς τὴν κυβέρνησιν. [1001, 1280, 1182, 1337]
article-subheadline: τῶν νεοµεταρρυθμιστῶν [1253, 798, 1495, 818]
section-label: Η ΠΟΛΙΤΙΚΗ ΤΟΥ ΚΡΟΥΣΤΣΕΦ [1401, 609, 1535, 620]
submarine-icon [1192, 47, 1556, 313]
article-headline: ΕΓΚΑΡΔΙΟΙ ΣΥΝΟΜΙΛΙΑΙ ΤΩΝ ΑΝΤΙΠΡΟΕΔΡΩΝ Η.Α.Δ. ΚΑΙ ΕΡΥΘΡΑΣ ΚΙΝΑΣ [1001, 350, 1182, 386]
article-headline: ΕΛΗΞΑΝ ΑΙ ΕΡΓΑΣΙΑΙ ΤΟΥ ΣΥΝΕΔΡΙΟΥ ΤΩΝ ΑΡΑΒΩΝ ΜΗΧΑΝΙΚΩΝ [25, 1276, 225, 1301]
article-body: ΡΩΜΗ, 18. (Ἀσσοσ. Πρέσ.) — Ἡ Ἰταλικὴ Βουλὴ ἀπέτυχε καὶ κατὰ τὴν πέμπτην ψηφοφορίαν νὰ ἐκλέξῃ τὸν νέον πρόεδρον τῆς Δημοκρατίας. [1379, 1280, 1556, 1325]
article-body: Διὰ τὸν ἔτερον ὅμως τὸ ζήτημα εἶναι ἄλλο· τὸ κοινοβούλιον ἀπώλεσε τὴν ἰσχύν του. [623, 1173, 804, 1207]
article-subheadline: Εἷς ἕτερος ἀπεβίωσε κατὰ τὴν μεταφοράν του εἰς νοσοκομεῖον.– Ἀγνοεῖται ἡ τύχη τεσσάρων ἄλλων [38, 1205, 427, 1247]
section-label: ΘΑ ΑΝΑΤΡΑΠΗ [1435, 931, 1500, 942]
